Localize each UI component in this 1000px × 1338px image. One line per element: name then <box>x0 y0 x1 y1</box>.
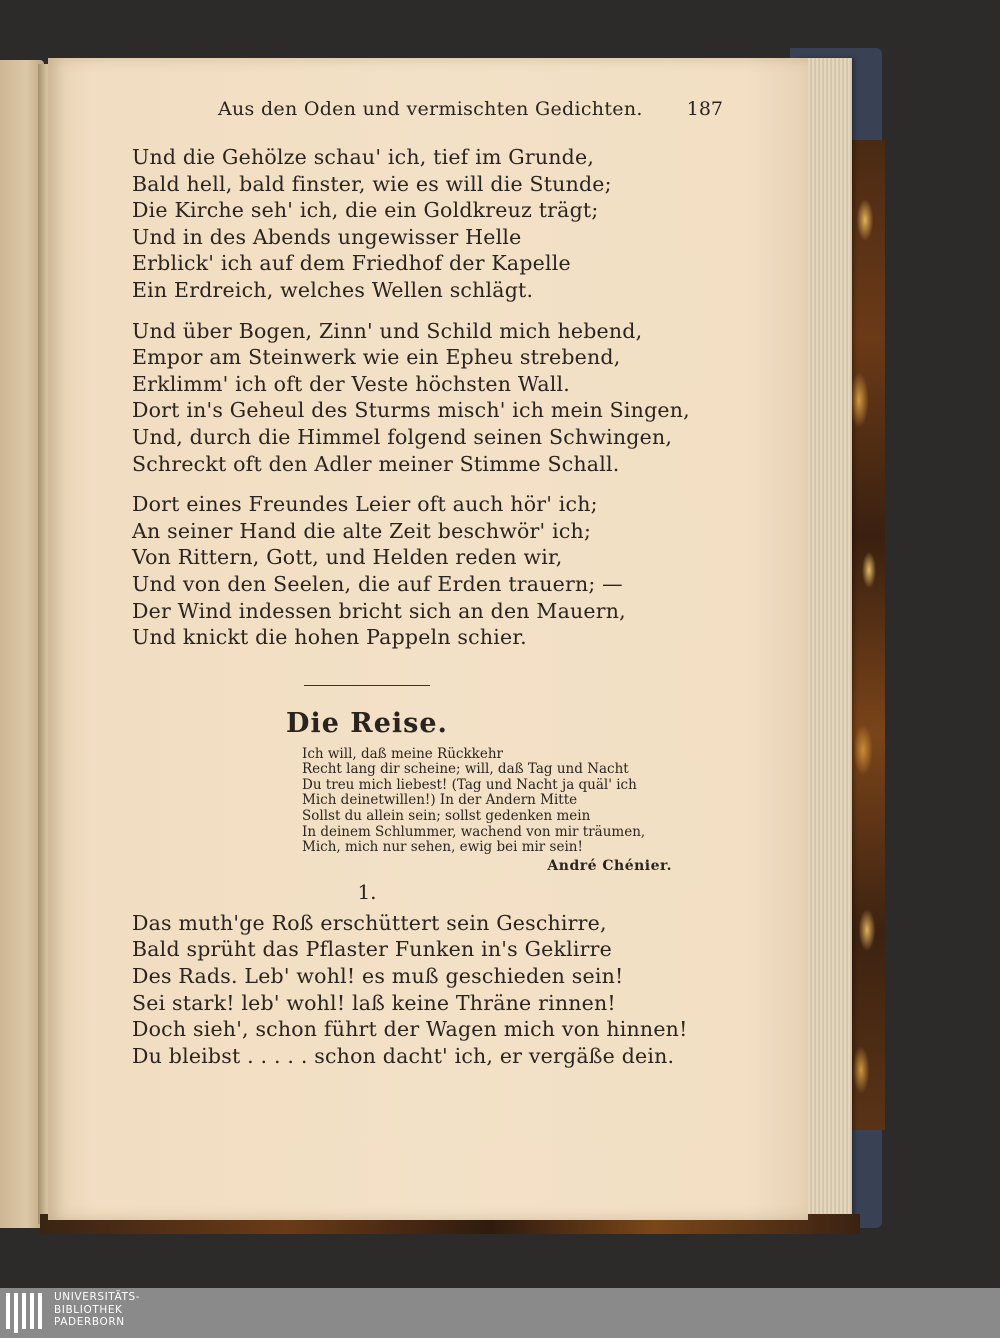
library-name-line: BIBLIOTHEK <box>54 1303 123 1316</box>
page-content <box>132 98 723 1069</box>
verse-line: Erblick' ich auf dem Friedhof der Kapelle <box>132 251 571 276</box>
epigraph-line: Mich deinetwillen!) In der Andern Mitte <box>302 792 578 809</box>
verse-line: Und, durch die Himmel folgend seinen Schwingen, <box>132 424 673 449</box>
verse-line: Du bleibst . . . . . schon dacht' ich, er vergäße dein. <box>132 1043 675 1068</box>
section-number: 1. <box>357 879 377 904</box>
verse-line: Des Rads. Leb' wohl! es muß geschieden sein! <box>132 964 624 989</box>
verse-line: Die Kirche seh' ich, die ein Goldkreuz trägt; <box>132 198 599 223</box>
stanza <box>132 144 677 304</box>
verse-line: Der Wind indessen bricht sich an den Mauern, <box>132 598 626 623</box>
poem-stanza <box>132 910 688 1070</box>
library-logo-icon <box>4 1293 48 1333</box>
epigraph-line: Ich will, daß meine Rückkehr <box>302 745 503 762</box>
library-name-line: PADERBORN <box>54 1316 125 1328</box>
epigraph-line: Sollst du allein sein; sollst gedenken mein <box>302 808 591 825</box>
verse-line: An seiner Hand die alte Zeit beschwör' ich; <box>132 518 592 543</box>
verse-line: Bald sprüht das Pflaster Funken in's Geklirre <box>132 937 612 962</box>
book-page <box>48 58 808 1220</box>
epigraph-line: In deinem Schlummer, wachend von mir träumen, <box>302 823 646 840</box>
stanza <box>132 491 677 651</box>
verse-line: Und knickt die hohen Pappeln schier. <box>132 625 527 650</box>
verse-line: Und die Gehölze schau' ich, tief im Grunde, <box>132 145 595 169</box>
verse-line: Empor am Steinwerk wie ein Epheu strebend, <box>132 345 621 370</box>
running-title: Aus den Oden und vermischten Gedichten. <box>218 98 643 120</box>
epigraph-author: André Chénier. <box>547 857 672 874</box>
verse-line: Erklimm' ich oft der Veste höchsten Wall. <box>132 371 570 396</box>
epigraph-line: Recht lang dir scheine; will, daß Tag und Nacht <box>302 761 629 778</box>
verse-line: Und von den Seelen, die auf Erden trauern; — <box>132 571 623 596</box>
verse-line: Doch sieh', schon führt der Wagen mich von hinnen! <box>132 1017 688 1042</box>
verse-line: Das muth'ge Roß erschüttert sein Geschirre, <box>132 910 607 935</box>
stanza <box>132 318 690 478</box>
verse-line: Und in des Abends ungewisser Helle <box>132 224 522 249</box>
library-footer <box>0 1288 1000 1338</box>
library-name-line: UNIVERSITÄTS- <box>54 1291 141 1303</box>
verse-line: Bald hell, bald finster, wie es will die Stunde; <box>132 171 612 196</box>
epigraph-line: Du treu mich liebest! (Tag und Nacht ja quäl' ich <box>302 776 637 793</box>
verse-line: Und über Bogen, Zinn' und Schild mich hebend, <box>132 318 643 343</box>
verse-line: Ein Erdreich, welches Wellen schlägt. <box>132 277 534 302</box>
running-head <box>132 98 723 132</box>
verse-line: Sei stark! leb' wohl! laß keine Thräne rinnen! <box>132 990 616 1015</box>
page-number: 187 <box>686 98 723 120</box>
verse-line: Dort eines Freundes Leier oft auch hör' ich; <box>132 492 598 517</box>
library-name <box>54 1291 140 1329</box>
verse-line: Von Rittern, Gott, und Helden reden wir, <box>132 545 563 570</box>
epigraph-line: Mich, mich nur sehen, ewig bei mir sein! <box>302 839 583 856</box>
section-divider <box>304 685 430 686</box>
poem-title: Die Reise. <box>286 707 448 739</box>
verse-line: Schreckt oft den Adler meiner Stimme Schall. <box>132 451 620 476</box>
epigraph <box>302 747 672 874</box>
verse-line: Dort in's Geheul des Sturms misch' ich mein Singen, <box>132 398 690 423</box>
